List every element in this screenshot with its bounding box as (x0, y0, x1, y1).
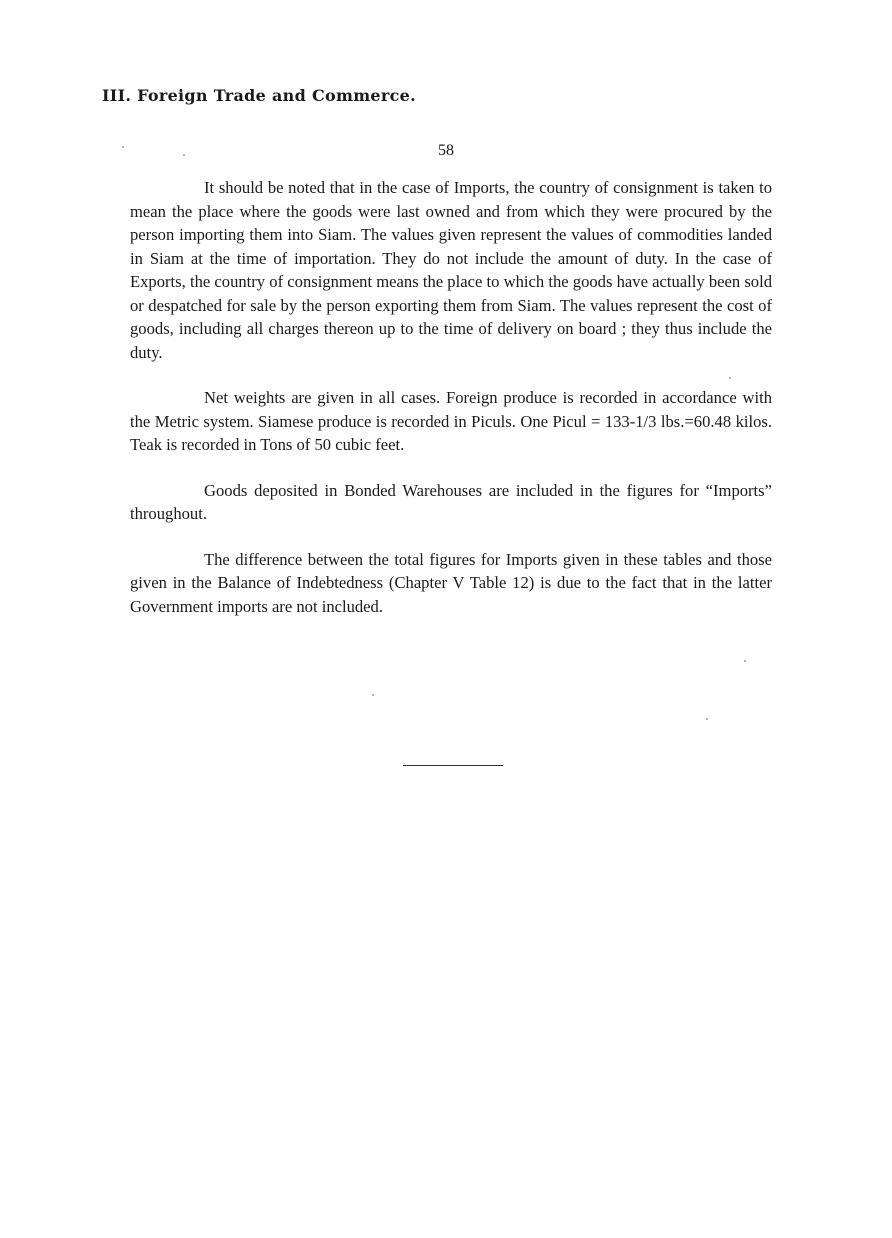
scan-speck (729, 377, 731, 379)
page-number: 58 (438, 142, 454, 159)
body-text (130, 176, 772, 640)
section-heading: III. Foreign Trade and Commerce. (102, 86, 417, 105)
end-rule (403, 765, 503, 766)
scan-speck (372, 694, 374, 696)
scan-speck (706, 718, 708, 720)
paragraph-consignment: It should be noted that in the case of Imports, the country of consignment is taken to mean the place where the goods were last owned and from which they were procured by the person importing them into Siam. The values given represent the values of commodities landed in Siam at the time of importation. They do not include the amount of duty. In the case of Exports, the country of consignment means the place to which the goods have actually been sold or despatched for sale by the person exporting them from Siam. The values represent the cost of goods, including all charges thereon up to the time of delivery on board ; they thus include the duty. (130, 178, 772, 362)
paragraph-difference: The difference between the total figures for Imports given in these tables and those given in the Balance of Indebtedness (Chapter V Table 12) is due to the fact that in the latter Government imports are not included. (130, 549, 772, 616)
paragraph-bonded-warehouses: Goods deposited in Bonded Warehouses are included in the figures for “Imports” throughout. (130, 480, 772, 523)
scan-speck (122, 146, 124, 148)
paragraph-weights: Net weights are given in all cases. Foreign produce is recorded in accordance with the Metric system. Siamese produce is recorded in Piculs. One Picul = 133-1/3 lbs.=60.48 kilos. Teak is recorded in Tons of 50 cubic feet. (130, 388, 772, 454)
scan-speck (744, 660, 746, 662)
scan-speck (183, 154, 185, 156)
